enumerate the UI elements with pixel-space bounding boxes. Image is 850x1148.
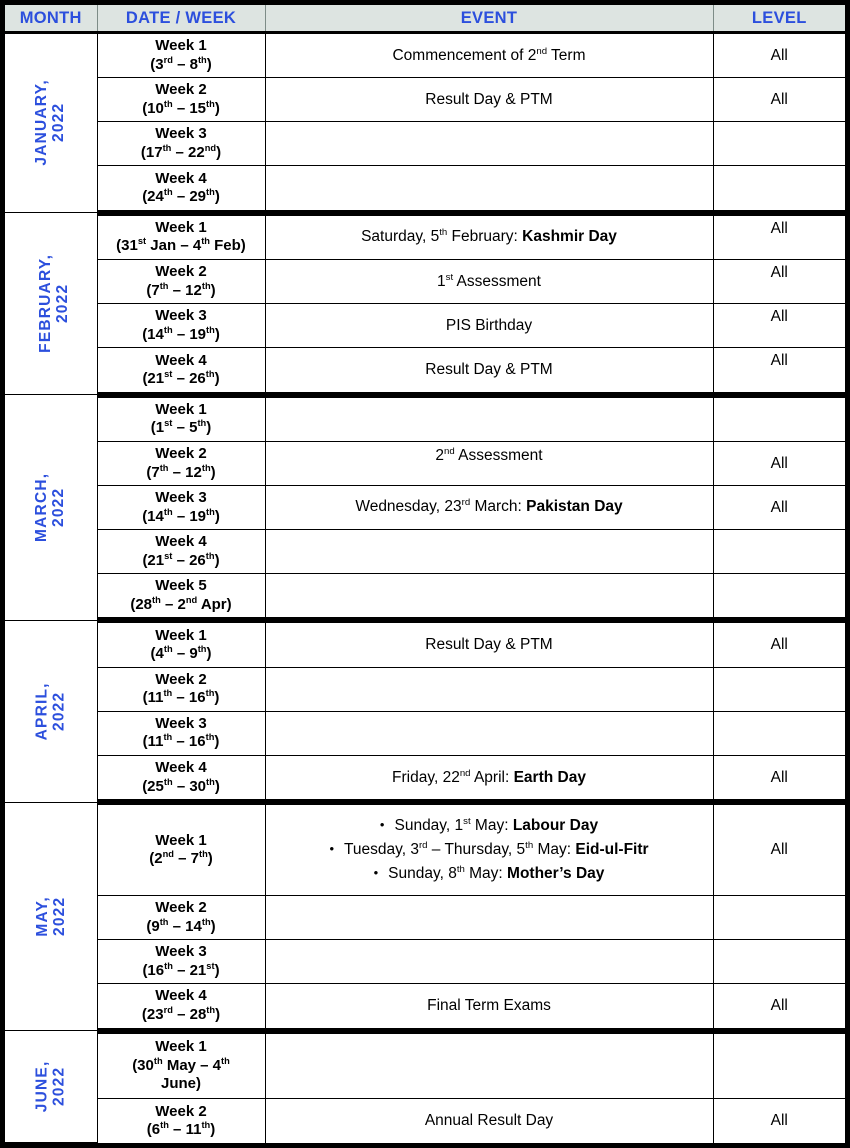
- event-cell: Saturday, 5th February: Kashmir Day: [265, 213, 713, 260]
- week-date-range: (24th – 29th): [142, 186, 220, 205]
- week-date-range: (10th – 15th): [142, 98, 220, 117]
- header-row: [5, 5, 845, 33]
- week-number: Week 3: [155, 125, 207, 143]
- level-cell: All: [770, 1111, 788, 1129]
- week-number: Week 2: [155, 263, 207, 281]
- table-row: [5, 896, 845, 940]
- date-week-cell: [97, 530, 265, 574]
- week-number: Week 1: [155, 37, 207, 55]
- month-label: MARCH, 2022: [33, 472, 68, 542]
- week-date-range: (6th – 11th): [146, 1119, 216, 1138]
- event-cell: Result Day & PTM: [265, 620, 713, 667]
- event-cell: Annual Result Day: [265, 1099, 713, 1143]
- month-label-cell: [5, 620, 97, 802]
- level-cell: [713, 122, 845, 166]
- event-cell: [265, 940, 713, 984]
- level-cell: [713, 1031, 845, 1099]
- date-week-cell: [97, 984, 265, 1031]
- table-row: [5, 940, 845, 984]
- week-number: Week 2: [155, 81, 207, 99]
- week-number: Week 3: [155, 489, 207, 507]
- event-cell: Result Day & PTM: [265, 78, 713, 122]
- date-week-cell: [97, 574, 265, 621]
- table-row: [5, 755, 845, 802]
- table-row: [5, 33, 845, 78]
- table-row: [5, 530, 845, 574]
- level-cell: All: [713, 348, 845, 395]
- date-week-cell: [97, 802, 265, 895]
- table-row: [5, 802, 845, 895]
- table-row: [5, 574, 845, 621]
- table-row: [5, 1099, 845, 1143]
- event-cell: [265, 166, 713, 213]
- week-number: Week 1: [155, 219, 207, 237]
- level-cell: All: [713, 442, 845, 486]
- table-row: [5, 166, 845, 213]
- week-number: Week 1: [155, 1038, 207, 1056]
- date-week-cell: [97, 213, 265, 260]
- date-week-cell: [97, 33, 265, 78]
- week-date-range: (3rd – 8th): [150, 54, 212, 73]
- calendar-table: [5, 5, 845, 1143]
- level-cell: [713, 166, 845, 213]
- event-cell: [265, 574, 713, 621]
- week-date-range: (11th – 16th): [142, 688, 220, 707]
- date-week-cell: [97, 755, 265, 802]
- table-row: [5, 667, 845, 711]
- level-cell: All: [713, 33, 845, 78]
- week-date-range: (30th May – 4th June): [132, 1055, 230, 1093]
- event-cell: [265, 122, 713, 166]
- table-row: [5, 1031, 845, 1099]
- date-week-cell: [97, 1031, 265, 1099]
- level-cell: [713, 574, 845, 621]
- date-week-cell: [97, 667, 265, 711]
- date-week-cell: [97, 78, 265, 122]
- week-number: Week 2: [155, 899, 207, 917]
- event-cell: Friday, 22nd April: Earth Day: [265, 755, 713, 802]
- level-cell: [713, 395, 845, 442]
- date-week-cell: [97, 442, 265, 486]
- week-date-range: (28th – 2nd Apr): [130, 594, 232, 613]
- event-cell: [265, 530, 713, 574]
- week-number: Week 2: [155, 1102, 207, 1120]
- month-label: APRIL, 2022: [33, 682, 68, 741]
- week-date-range: (23rd – 28th): [141, 1004, 221, 1023]
- level-cell: All: [713, 755, 845, 802]
- date-week-cell: [97, 896, 265, 940]
- week-number: Week 4: [155, 533, 207, 551]
- event-cell: • Sunday, 1st May: Labour Day • Tuesday, 3rd – Thursday, 5th May: Eid-ul-Fitr • Sunday, 8th May: Mother’s Day: [265, 802, 713, 895]
- event-cell: [265, 667, 713, 711]
- level-cell: All: [713, 984, 845, 1031]
- table-body: [5, 33, 845, 1143]
- week-number: Week 4: [155, 169, 207, 187]
- date-week-cell: [97, 348, 265, 395]
- week-date-range: (21st – 26th): [142, 368, 220, 387]
- date-week-cell: [97, 620, 265, 667]
- month-label-cell: [5, 1031, 97, 1143]
- week-date-range: (9th – 14th): [146, 916, 216, 935]
- level-cell: [713, 896, 845, 940]
- date-week-cell: [97, 1099, 265, 1143]
- level-cell: [713, 530, 845, 574]
- week-number: Week 4: [155, 987, 207, 1005]
- month-label: JANUARY, 2022: [33, 79, 68, 167]
- level-cell: All: [713, 486, 845, 530]
- column-header-date-week: DATE / WEEK: [97, 5, 265, 33]
- event-cell: [265, 395, 713, 442]
- event-cell: Commencement of 2nd Term: [265, 33, 713, 78]
- week-date-range: (11th – 16th): [142, 732, 220, 751]
- level-cell: All: [713, 620, 845, 667]
- week-number: Week 3: [155, 715, 207, 733]
- table-row: [5, 260, 845, 304]
- week-date-range: (21st – 26th): [142, 550, 220, 569]
- month-label: MAY, 2022: [33, 895, 68, 937]
- table-row: [5, 395, 845, 442]
- column-header-event: EVENT: [265, 5, 713, 33]
- week-number: Week 3: [155, 307, 207, 325]
- month-label-cell: [5, 395, 97, 621]
- date-week-cell: [97, 166, 265, 213]
- week-number: Week 5: [155, 577, 207, 595]
- week-date-range: (16th – 21st): [142, 960, 220, 979]
- event-cell: [265, 1031, 713, 1099]
- week-date-range: (31st Jan – 4th Feb): [116, 236, 246, 255]
- table-header: [5, 5, 845, 33]
- week-number: Week 1: [155, 831, 207, 849]
- week-date-range: (7th – 12th): [146, 462, 216, 481]
- level-cell: All: [713, 213, 845, 260]
- table-row: [5, 486, 845, 530]
- week-date-range: (25th – 30th): [142, 776, 220, 795]
- week-number: Week 1: [155, 626, 207, 644]
- week-date-range: (17th – 22nd): [140, 142, 222, 161]
- week-number: Week 2: [155, 445, 207, 463]
- table-row: [5, 304, 845, 348]
- table-row: [5, 620, 845, 667]
- week-date-range: (14th – 19th): [142, 324, 220, 343]
- event-cell: PIS Birthday: [265, 304, 713, 348]
- week-number: Week 2: [155, 671, 207, 689]
- table-row: [5, 711, 845, 755]
- date-week-cell: [97, 122, 265, 166]
- date-week-cell: [97, 260, 265, 304]
- week-date-range: (2nd – 7th): [149, 849, 213, 868]
- table-row: [5, 122, 845, 166]
- event-cell: 2nd Assessment: [265, 442, 713, 486]
- week-date-range: (1st – 5th): [150, 418, 212, 437]
- table-row: [5, 78, 845, 122]
- level-cell: [713, 711, 845, 755]
- event-cell: Result Day & PTM: [265, 348, 713, 395]
- week-date-range: (14th – 19th): [142, 506, 220, 525]
- month-label-cell: [5, 802, 97, 1030]
- week-number: Week 4: [155, 351, 207, 369]
- date-week-cell: [97, 711, 265, 755]
- date-week-cell: [97, 940, 265, 984]
- event-cell: 1st Assessment: [265, 260, 713, 304]
- week-number: Week 1: [155, 400, 207, 418]
- level-cell: [713, 940, 845, 984]
- date-week-cell: [97, 486, 265, 530]
- table-row: [5, 348, 845, 395]
- level-cell: [713, 667, 845, 711]
- week-number: Week 4: [155, 759, 207, 777]
- event-cell: [265, 711, 713, 755]
- column-header-level: LEVEL: [713, 5, 845, 33]
- date-week-cell: [97, 304, 265, 348]
- table-row: [5, 442, 845, 486]
- month-label: JUNE, 2022: [33, 1060, 68, 1112]
- level-cell: All: [713, 260, 845, 304]
- month-label-cell: [5, 33, 97, 213]
- week-date-range: (7th – 12th): [146, 280, 216, 299]
- week-date-range: (4th – 9th): [150, 644, 212, 663]
- date-week-cell: [97, 395, 265, 442]
- table-row: [5, 213, 845, 260]
- column-header-month: MONTH: [5, 5, 97, 33]
- week-number: Week 3: [155, 943, 207, 961]
- month-label: FEBRUARY, 2022: [37, 253, 72, 353]
- event-cell: Final Term Exams: [265, 984, 713, 1031]
- event-cell: Wednesday, 23rd March: Pakistan Day: [265, 486, 713, 530]
- level-cell: All: [713, 802, 845, 895]
- table-row: [5, 984, 845, 1031]
- level-cell: All: [713, 78, 845, 122]
- event-cell: [265, 896, 713, 940]
- level-cell: All: [713, 304, 845, 348]
- month-label-cell: [5, 213, 97, 395]
